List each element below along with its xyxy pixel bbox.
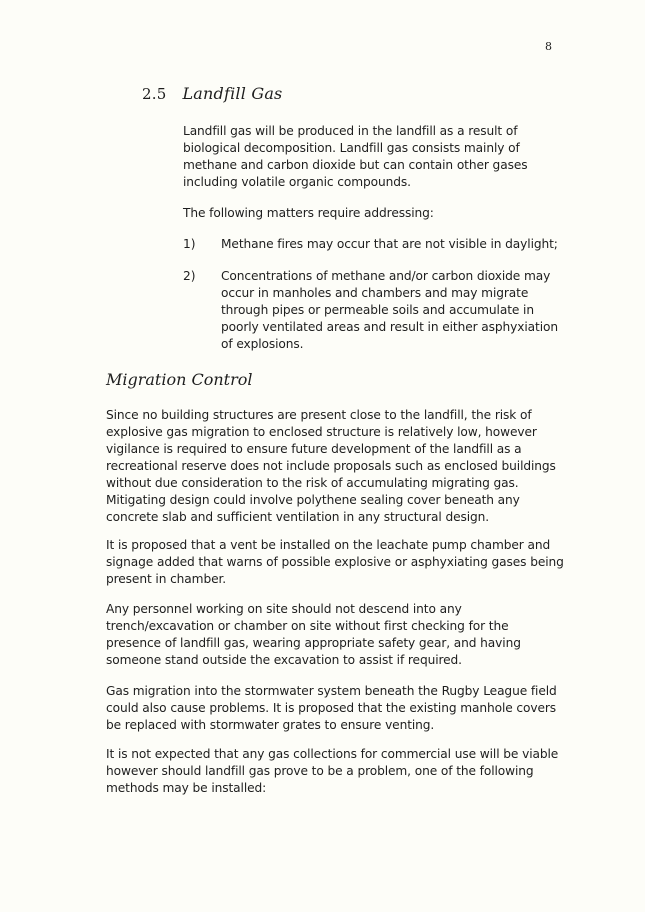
section-heading xyxy=(142,84,282,103)
list-item-2: Concentrations of methane and/or carbon dioxide may occur in manholes and chambers and may migrate through pipes or permeable soils and accumulate in poorly ventilated areas and result in either asphyxiation of explosions. xyxy=(221,269,558,351)
matters-intro: The following matters require addressing: xyxy=(183,206,434,220)
page-number: 8 xyxy=(545,40,552,53)
intro-paragraph: Landfill gas will be produced in the landfill as a result of biological decomposition. Landfill gas consists mainly of methane and carbon dioxide but can contain other gases including volatile organic compounds. xyxy=(183,124,528,189)
migration-paragraph-5: It is not expected that any gas collections for commercial use will be viable however should landfill gas prove to be a problem, one of the following methods may be installed: xyxy=(106,747,559,795)
migration-control-heading: Migration Control xyxy=(106,370,253,389)
section-number: 2.5 xyxy=(142,85,167,103)
section-title: Landfill Gas xyxy=(182,84,283,103)
migration-paragraph-4: Gas migration into the stormwater system beneath the Rugby League field could also cause problems. It is proposed that the existing manhole covers be replaced with stormwater grates to ensure venting. xyxy=(106,684,557,732)
migration-paragraph-1: Since no building structures are present close to the landfill, the risk of explosive gas migration to enclosed structure is relatively low, however vigilance is required to ensure future development of the landfill as a recreational reserve does not include proposals such as enclosed buildings without due consideration to the risk of accumulating migrating gas. Mitigating design could involve polythene sealing cover beneath any concrete slab and sufficient ventilation in any structural design. xyxy=(106,408,556,524)
migration-paragraph-3: Any personnel working on site should not descend into any trench/excavation or chamber on site without first checking for the presence of landfill gas, wearing appropriate safety gear, and having someone stand outside the excavation to assist if required. xyxy=(106,602,521,667)
list-number-1: 1) xyxy=(183,237,196,251)
migration-paragraph-2: It is proposed that a vent be installed on the leachate pump chamber and signage added that warns of possible explosive or asphyxiating gases being present in chamber. xyxy=(106,538,564,586)
list-item-1: Methane fires may occur that are not visible in daylight; xyxy=(221,237,558,251)
list-number-2: 2) xyxy=(183,269,196,283)
